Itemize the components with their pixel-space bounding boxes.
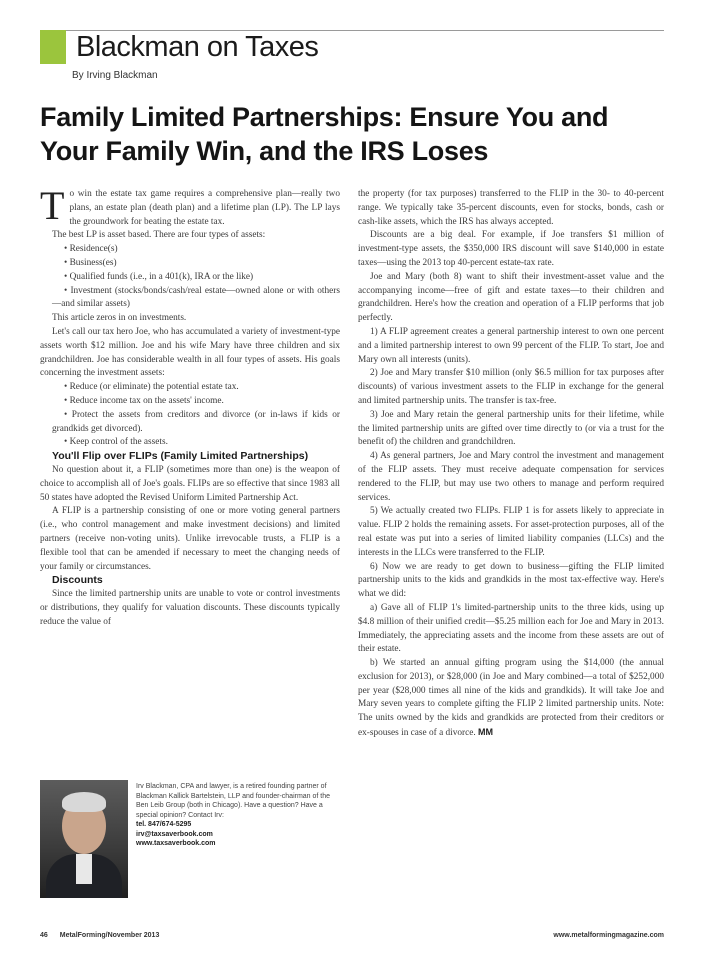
paragraph: Joe and Mary (both 8) want to shift their investment-asset value and the accompanying income—free of gift and estate taxes—to their children and grandchildren. Here's how the creation and operation of a FLIP performs that job perfectly. bbox=[358, 271, 664, 324]
bio-phone: tel. 847/674-5295 bbox=[136, 821, 192, 828]
paragraph: This article zeros in on investments. bbox=[52, 313, 187, 324]
numbered-paragraph: 3) Joe and Mary retain the general partnership units for their lifetime, while the limited partnership units are gifted over time directly to (or via a trust for the benefit of) the children and grandchildren. bbox=[358, 409, 664, 448]
subhead-discounts: Discounts bbox=[52, 574, 103, 587]
paragraph: Discounts are a big deal. For example, if Joe transfers $1 million of investment-type assets, the $350,000 IRS discount will save $140,000 in estate taxes—using the 2013 top 40-percent estate-tax rate. bbox=[358, 230, 664, 268]
bullet-item: • Keep control of the assets. bbox=[64, 437, 168, 448]
bullet-item: • Protect the assets from creditors and divorce (or in-laws if kids or grandkids get divorced). bbox=[52, 409, 340, 434]
paragraph: No question about it, a FLIP (sometimes more than one) is the weapon of choice to accomplish all of Joe's goals. FLIPs are so effective that since 1983 all 50 states have adopted the Revised Uniform Limited Partnership Act. bbox=[40, 464, 340, 503]
numbered-paragraph: 1) A FLIP agreement creates a general partnership interest to own one percent and a limited partnership interest to own 99 percent of the FLIP. To start, Joe and Mary own all interests (units). bbox=[358, 326, 664, 365]
bio-email[interactable]: irv@taxsaverbook.com bbox=[136, 830, 213, 838]
bio-description: Irv Blackman, CPA and lawyer, is a retired founding partner of Blackman Kallick Bartelstein, LLP and founder-chairman of the Ben Leib Group (both in Chicago). Have a question? Have a special opinion? Contact Irv: bbox=[136, 783, 331, 819]
paragraph: Since the limited partnership units are unable to vote or control investments or distributions, they qualify for valuation discounts. These discounts typically reduce the value of bbox=[40, 589, 340, 627]
author-photo bbox=[40, 780, 128, 898]
author-bio bbox=[40, 780, 340, 900]
intro-paragraph: To win the estate tax game requires a comprehensive plan—really two plans, an estate plan (death plan) and a lifetime plan (LP). The LP lays the groundwork for beating the estate tax. bbox=[40, 183, 340, 228]
numbered-paragraph: 6) Now we are ready to get down to business—gifting the FLIP limited partnership units to the kids and grandkids in the most tax-effective way. Here's what we did: bbox=[358, 561, 664, 600]
article-headline: Family Limited Partnerships: Ensure You and Your Family Win, and the IRS Loses bbox=[40, 102, 609, 166]
column-color-bar bbox=[40, 30, 66, 64]
byline: By Irving Blackman bbox=[72, 70, 158, 81]
bullet-item: • Business(es) bbox=[64, 257, 117, 268]
end-mark: MM bbox=[478, 727, 494, 738]
right-column bbox=[358, 188, 664, 741]
numbered-paragraph: 2) Joe and Mary transfer $10 million (only $6.5 million for tax purposes after discounts) of various investment assets to the FLIP in exchange for the general and limited partnership units. The transfer is tax-free. bbox=[358, 368, 664, 406]
issue-label: MetalForming/November 2013 bbox=[59, 931, 160, 939]
paragraph: A FLIP is a partnership consisting of one or more voting general partners (i.e., who control management and make investment decisions) and limited partners (receive non-voting units). Unlike irrevocable trusts, a FLIP is a flexible tool that can be amended if necessary to meet the changing needs of your family or circumstances. bbox=[40, 506, 340, 572]
bullet-item: • Investment (stocks/bonds/cash/real estate—owned alone or with others—and similar assets) bbox=[52, 285, 340, 310]
bullet-item: • Qualified funds (i.e., in a 401(k), IRA or the like) bbox=[64, 271, 254, 282]
bullet-item: • Reduce (or eliminate) the potential estate tax. bbox=[64, 382, 239, 393]
bullet-item: • Reduce income tax on the assets' income. bbox=[64, 395, 224, 406]
bullet-item: • Residence(s) bbox=[64, 244, 118, 255]
paragraph: The best LP is asset based. There are four types of assets: bbox=[52, 230, 266, 241]
page-number: 46 bbox=[40, 931, 48, 939]
page-footer bbox=[40, 928, 664, 942]
paragraph: the property (for tax purposes) transferred to the FLIP in the 30- to 40-percent range. We typically take 35-percent discounts, even for stocks, bonds, cash or cash-like assets, which the IRS has always accepted. bbox=[358, 189, 664, 227]
numbered-paragraph: 4) As general partners, Joe and Mary control the investment and management of the FLIP assets. They must receive adequate compensation for services rendered to the FLIP, but may use two others to manage and perform required services. bbox=[358, 451, 664, 503]
bio-text bbox=[136, 782, 340, 849]
left-column bbox=[40, 183, 340, 630]
numbered-paragraph: 5) We actually created two FLIPs. FLIP 1 is for assets likely to appreciate in value. FLIP 2 holds the remaining assets. For asset-protection purposes, all of the real estate was put into a series of limited liability companies (LLCs) and the interests in the LLCs were transferred to the FLIP. bbox=[358, 506, 664, 558]
drop-cap: T bbox=[40, 183, 65, 228]
bio-website[interactable]: www.taxsaverbook.com bbox=[136, 840, 216, 847]
lettered-paragraph: b) We started an annual gifting program using the $14,000 (the annual exclusion for 2013), or $28,000 (in Joe and Mary combined—a total of $252,000 per year ($28,000 times all nine of the kids and grandkids). It will take Joe and Mary seven years to complete gifting the FLIP 2 limited partnership units. Note: The units owned by the kids and grandkids are protected from their creditors or ex-spouses in case of a divorce. MM bbox=[358, 658, 664, 739]
footer-website[interactable]: www.metalformingmagazine.com bbox=[553, 931, 664, 939]
column-title: Blackman on Taxes bbox=[76, 30, 319, 63]
paragraph: Let's call our tax hero Joe, who has accumulated a variety of investment-type assets worth $12 million. Joe and his wife Mary have three children and six grandchildren. Joe has considerable wealth in all four types of assets. His goals concerning the investment assets: bbox=[40, 326, 340, 379]
column-header bbox=[40, 30, 600, 64]
subhead-flips: You'll Flip over FLIPs (Family Limited Partnerships) bbox=[52, 450, 309, 463]
lettered-paragraph: a) Gave all of FLIP 1's limited-partnership units to the three kids, using up $4.8 million of their unified credit—$5.25 million each for Joe and Mary in 2013. Immediately, the appreciating assets and the income from these assets are out of their estate. bbox=[358, 602, 664, 655]
